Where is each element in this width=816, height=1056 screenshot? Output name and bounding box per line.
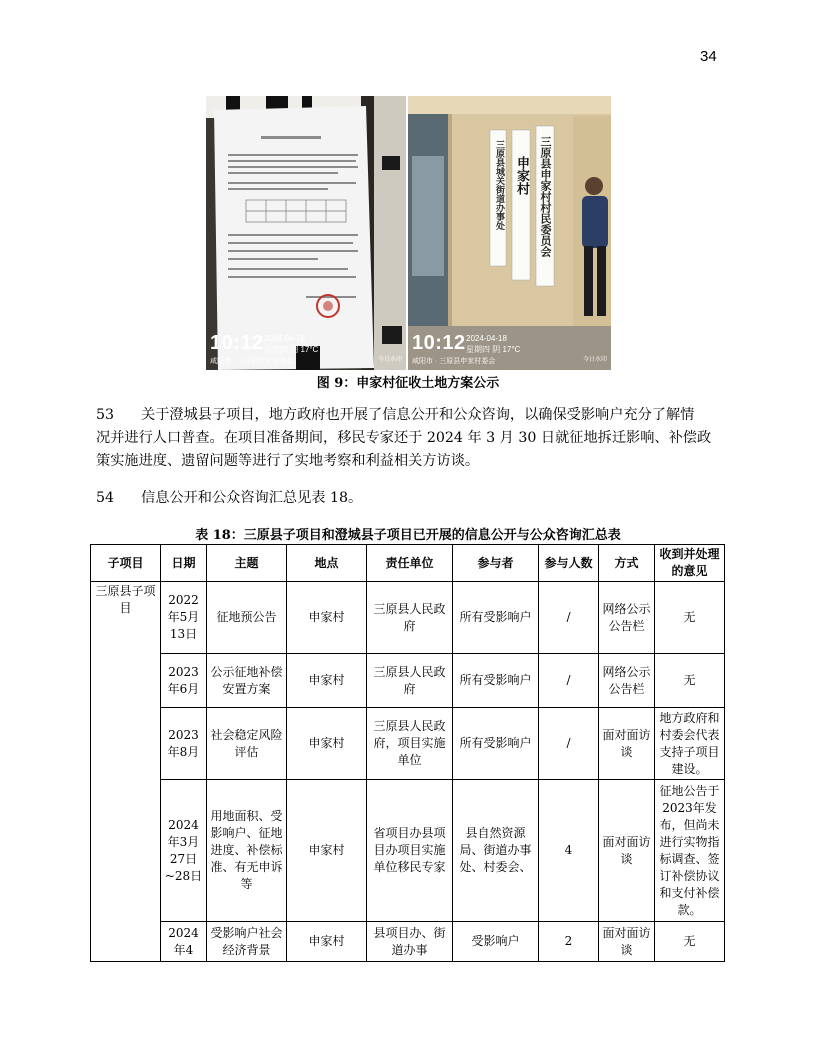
cell-participants: 所有受影响户 xyxy=(453,582,539,654)
cell-participants: 所有受影响户 xyxy=(453,708,539,780)
table-row xyxy=(91,922,725,962)
stamp-location: 咸阳市 · 三原县申家村委会 xyxy=(412,358,496,365)
photo-timestamp-left xyxy=(210,332,319,366)
cell-method: 网络公示公告栏 xyxy=(599,582,655,654)
stamp-date: 2024-04-18 xyxy=(264,334,305,343)
cell-date: 2023年8月 xyxy=(161,708,207,780)
cell-topic: 公示征地补偿安置方案 xyxy=(207,654,287,708)
consultation-table xyxy=(90,544,725,962)
cell-topic: 受影响户社会经济背景 xyxy=(207,922,287,962)
table-row xyxy=(91,582,725,654)
cell-method: 面对面访谈 xyxy=(599,780,655,922)
table-title: 表 18：三原县子项目和澄城县子项目已开展的信息公开与公众咨询汇总表 xyxy=(195,528,621,543)
village-committee-scene xyxy=(408,96,611,370)
cell-count: 4 xyxy=(539,780,599,922)
col-header: 参与人数 xyxy=(539,545,599,582)
page-number: 34 xyxy=(700,48,717,65)
cell-participants: 县自然资源局、街道办事处、村委会、 xyxy=(453,780,539,922)
cell-feedback: 地方政府和村委会代表支持子项目建设。 xyxy=(655,708,725,780)
col-header: 日期 xyxy=(161,545,207,582)
col-header: 责任单位 xyxy=(367,545,453,582)
table-row xyxy=(91,708,725,780)
cell-place: 申家村 xyxy=(287,582,367,654)
col-header: 地点 xyxy=(287,545,367,582)
cell-place: 申家村 xyxy=(287,654,367,708)
cell-unit: 县项目办、街道办事 xyxy=(367,922,453,962)
cell-place: 申家村 xyxy=(287,780,367,922)
col-header: 主题 xyxy=(207,545,287,582)
table-row xyxy=(91,780,725,922)
cell-count: / xyxy=(539,654,599,708)
paragraph-54 xyxy=(96,487,722,510)
paragraph-number: 53 xyxy=(96,407,115,423)
sign-street-office: 三原县城关街道办事处 xyxy=(494,140,504,230)
village-committee-photo xyxy=(408,96,611,370)
table-header-row xyxy=(91,545,725,582)
watermark-logo: 今日水印 xyxy=(582,357,607,363)
paragraph-53 xyxy=(96,404,722,473)
cell-participants: 所有受影响户 xyxy=(453,654,539,708)
cell-count: / xyxy=(539,708,599,780)
cell-unit: 省项目办县项目办项目实施单位移民专家 xyxy=(367,780,453,922)
cell-unit: 三原县人民政府，项目实施单位 xyxy=(367,708,453,780)
sign-villagers-committee: 三原县申家村村民委员会 xyxy=(539,136,552,257)
cell-place: 申家村 xyxy=(287,922,367,962)
cell-feedback: 无 xyxy=(655,582,725,654)
cell-unit: 三原县人民政府 xyxy=(367,582,453,654)
stamp-weekday: 星期四 阴 17°C xyxy=(264,345,319,354)
stamp-time: 10:12 xyxy=(412,332,466,354)
sign-village: 申家村 xyxy=(514,156,529,195)
stamp-date: 2024-04-18 xyxy=(466,334,507,343)
stamp-weekday: 星期四 阴 17°C xyxy=(466,345,521,354)
paragraph-text: 信息公开和公众咨询汇总见表 18。 xyxy=(141,490,363,506)
cell-date: 2022年5月13日 xyxy=(161,582,207,654)
subproject-cell: 三原县子项目 xyxy=(91,582,161,962)
figure-caption: 图 9：申家村征收土地方案公示 xyxy=(316,376,500,391)
notice-photo xyxy=(206,96,406,370)
cell-topic: 用地面积、受影响户、征地进度、补偿标准、有无申诉等 xyxy=(207,780,287,922)
cell-topic: 社会稳定风险评估 xyxy=(207,708,287,780)
col-header: 子项目 xyxy=(91,545,161,582)
cell-method: 网络公示公告栏 xyxy=(599,654,655,708)
cell-unit: 三原县人民政府 xyxy=(367,654,453,708)
stamp-time: 10:12 xyxy=(210,332,264,354)
cell-topic: 征地预公告 xyxy=(207,582,287,654)
paragraph-number: 54 xyxy=(96,490,115,506)
paragraph-text: 关于澄城县子项目，地方政府也开展了信息公开和公众咨询，以确保受影响户充分了解情 xyxy=(141,407,695,423)
stamp-location: 咸阳市 · 三原县申家村委会 xyxy=(210,358,294,365)
col-header: 参与者 xyxy=(453,545,539,582)
cell-method: 面对面访谈 xyxy=(599,708,655,780)
cell-feedback: 无 xyxy=(655,654,725,708)
photo-timestamp-right xyxy=(412,332,521,366)
paragraph-text-cont: 况并进行人口普查。在项目准备期间，移民专家还于 2024 年 3 月 30 日就征地拆迁影响、补偿政策实施进度、遗留问题等进行了实地考察和利益相关方访谈。 xyxy=(96,430,712,469)
cell-feedback: 征地公告于2023年发布，但尚未进行实物指标调查、签订补偿协议和支付补偿款。 xyxy=(655,780,725,922)
cell-place: 申家村 xyxy=(287,708,367,780)
cell-date: 2023年6月 xyxy=(161,654,207,708)
col-header: 方式 xyxy=(599,545,655,582)
cell-participants: 受影响户 xyxy=(453,922,539,962)
cell-count: 2 xyxy=(539,922,599,962)
cell-date: 2024年3月27日~28日 xyxy=(161,780,207,922)
cell-count: / xyxy=(539,582,599,654)
col-header: 收到并处理的意见 xyxy=(655,545,725,582)
notice-photo-scene xyxy=(206,96,406,370)
watermark-logo: 今日水印 xyxy=(377,357,402,363)
table-row xyxy=(91,654,725,708)
cell-date: 2024年4 xyxy=(161,922,207,962)
cell-method: 面对面访谈 xyxy=(599,922,655,962)
cell-feedback: 无 xyxy=(655,922,725,962)
